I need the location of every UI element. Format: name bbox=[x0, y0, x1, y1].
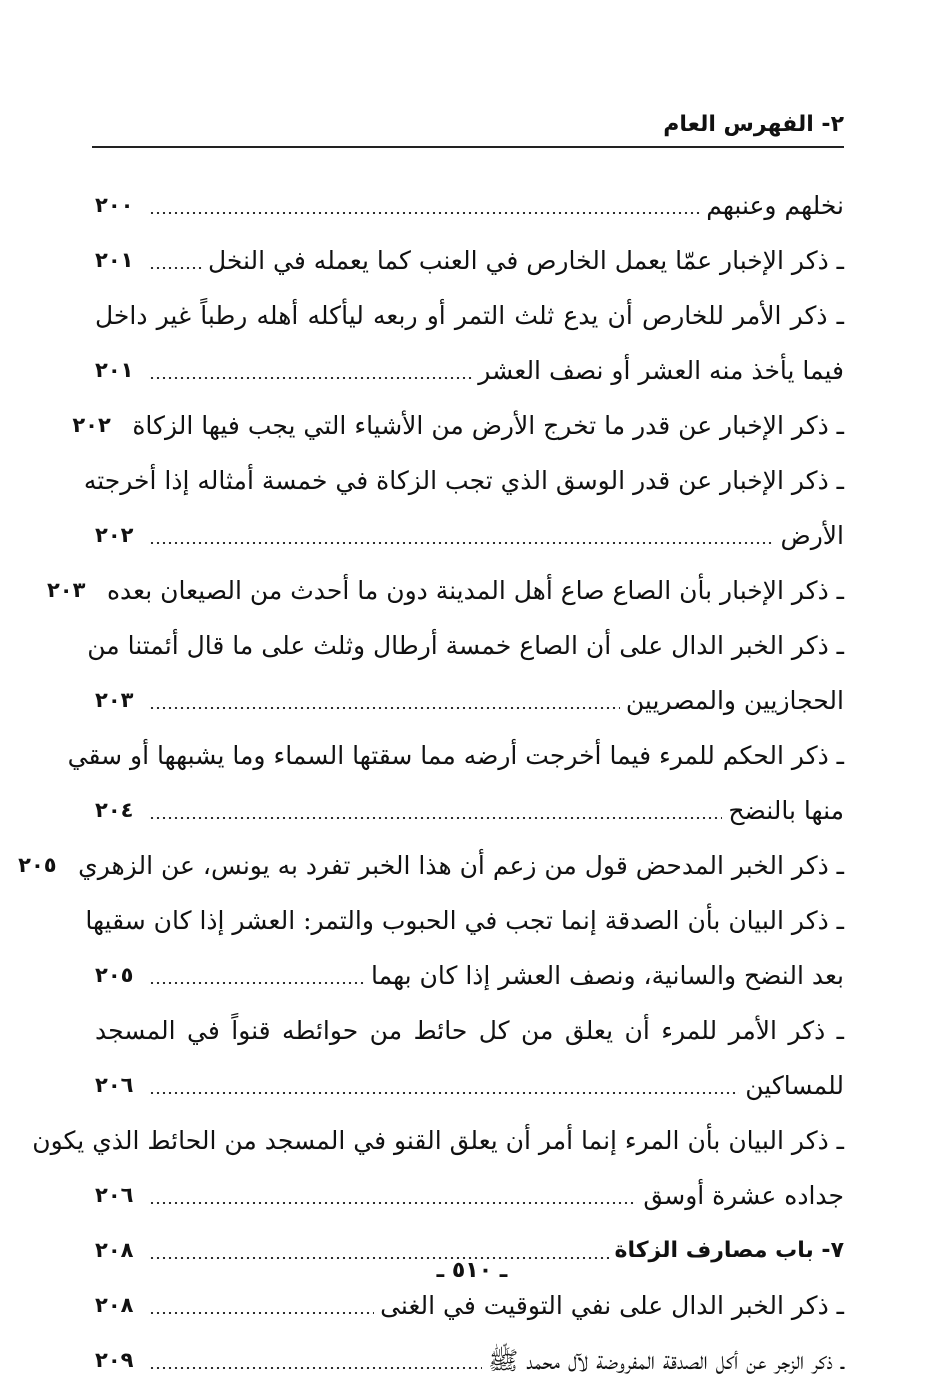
page-number: ـ ٥١٠ ـ bbox=[436, 1258, 508, 1283]
toc-entry bbox=[95, 1278, 844, 1333]
page-ref: ٢٠٤ bbox=[95, 798, 134, 822]
toc-entry bbox=[18, 838, 844, 893]
page-ref: ٢٠٩ bbox=[95, 1348, 134, 1372]
page-ref: ٢٠٢ bbox=[72, 413, 111, 437]
page-ref: ٢٠٦ bbox=[95, 1183, 134, 1207]
toc-line bbox=[87, 618, 844, 673]
toc-line bbox=[95, 1168, 844, 1223]
leader-dots bbox=[149, 212, 700, 214]
toc-line bbox=[95, 508, 844, 563]
leader-dots bbox=[149, 1092, 739, 1094]
entry-title: جداده عشرة أوسق bbox=[643, 1181, 844, 1210]
toc-entry bbox=[46, 563, 844, 618]
entry-title: ـ ذكر البيان بأن الصدقة إنما تجب في الحبوب والتمر: العشر إذا كان سقيها bbox=[85, 906, 844, 935]
toc-line bbox=[95, 783, 844, 838]
toc-line bbox=[18, 838, 844, 893]
entry-title: منها بالنضح bbox=[728, 796, 844, 825]
leader-dots bbox=[149, 377, 472, 379]
page-ref: ٢٠٢ bbox=[95, 523, 134, 547]
page-ref: ٢٠٦ bbox=[95, 1073, 134, 1097]
toc-line bbox=[95, 178, 844, 233]
entry-title: ٧- باب مصارف الزكاة bbox=[614, 1238, 844, 1263]
toc-entry bbox=[72, 398, 844, 453]
toc-line bbox=[95, 1333, 844, 1388]
entry-title: ـ ذكر الإخبار بأن الصاع صاع أهل المدينة دون ما أحدث من الصيعان بعده bbox=[106, 576, 844, 605]
toc-line bbox=[95, 343, 844, 398]
leader-dots bbox=[149, 707, 620, 709]
page-ref: ٢٠٣ bbox=[46, 578, 86, 602]
toc-line bbox=[32, 1113, 844, 1168]
toc-line bbox=[67, 728, 844, 783]
leader-dots bbox=[149, 1202, 637, 1204]
toc-entry bbox=[95, 1003, 844, 1113]
toc-line bbox=[95, 288, 844, 343]
toc-line bbox=[83, 453, 844, 508]
page-ref: ٢٠١ bbox=[95, 248, 134, 272]
entry-title: الحجازيين والمصريين bbox=[625, 686, 844, 715]
table-of-contents bbox=[18, 178, 844, 1388]
toc-line bbox=[95, 1058, 844, 1113]
page-ref: ٢٠٠ bbox=[95, 193, 134, 217]
entry-title: ـ ذكر الإخبار عمّا يعمل الخارص في العنب كما يعمله في النخل bbox=[207, 246, 844, 275]
leader-dots bbox=[149, 542, 774, 544]
page-ref: ٢٠١ bbox=[95, 358, 134, 382]
toc-line bbox=[95, 948, 844, 1003]
toc-entry bbox=[85, 893, 844, 1003]
header-rule bbox=[92, 146, 844, 148]
entry-title: ـ ذكر الإخبار عن قدر الوسق الذي تجب الزكاة في خمسة أمثاله إذا أخرجته bbox=[83, 466, 844, 495]
entry-title: ـ ذكر الحكم للمرء فيما أخرجت أرضه مما سقتها السماء وما يشبهها أو سقي bbox=[67, 741, 844, 770]
toc-entry bbox=[95, 288, 844, 398]
leader-dots bbox=[149, 1367, 482, 1369]
page-ref: ٢٠٨ bbox=[95, 1293, 134, 1317]
entry-title: الأرض bbox=[780, 521, 844, 550]
page-ref: ٢٠٣ bbox=[95, 688, 134, 712]
entry-title: نخلهم وعنبهم bbox=[706, 191, 844, 220]
toc-entry bbox=[83, 453, 844, 563]
entry-title: فيما يأخذ منه العشر أو نصف العشر bbox=[478, 356, 844, 385]
entry-title: ـ ذكر الخبر المدحض قول من زعم أن هذا الخبر تفرد به يونس، عن الزهري bbox=[78, 851, 844, 880]
leader-dots bbox=[149, 817, 722, 819]
toc-line bbox=[85, 893, 844, 948]
page-ref: ٢٠٨ bbox=[95, 1238, 134, 1262]
entry-title: ـ ذكر الإخبار عن قدر ما تخرج الأرض من الأشياء التي يجب فيها الزكاة bbox=[132, 411, 844, 440]
entry-title: ـ ذكر الخبر الدال على نفي التوقيت في الغنى bbox=[380, 1291, 844, 1320]
toc-entry bbox=[87, 618, 844, 728]
toc-entry bbox=[32, 1113, 844, 1223]
entry-title: ـ ذكر البيان بأن المرء إنما أمر أن يعلق القنو في المسجد من الحائط الذي يكون bbox=[32, 1126, 844, 1155]
toc-entry bbox=[95, 1333, 844, 1388]
leader-dots bbox=[149, 982, 365, 984]
leader-dots bbox=[149, 1312, 374, 1314]
entry-title: ـ ذكر الأمر للمرء أن يعلق من كل حائط من حوائطه قنواً في المسجد bbox=[95, 1016, 844, 1045]
leader-dots bbox=[149, 267, 202, 269]
entry-title: ـ ذكر الزجر عن أكل الصدقة المفروضة لآل محمد ﷺ bbox=[488, 1346, 844, 1375]
page-ref: ٢٠٥ bbox=[95, 963, 134, 987]
running-header: ٢- الفهرس العام bbox=[663, 112, 844, 137]
toc-entry bbox=[95, 178, 844, 233]
toc-entry bbox=[67, 728, 844, 838]
entry-title: ـ ذكر الأمر للخارص أن يدع ثلث التمر أو ربعه ليأكله أهله رطباً غير داخل bbox=[95, 301, 844, 330]
toc-line bbox=[95, 1278, 844, 1333]
entry-title: ـ ذكر الخبر الدال على أن الصاع خمسة أرطال وثلث على ما قال أئمتنا من bbox=[87, 631, 844, 660]
toc-entry bbox=[95, 233, 844, 288]
toc-line bbox=[95, 1003, 844, 1058]
entry-title: للمساكين bbox=[745, 1071, 844, 1100]
toc-line bbox=[46, 563, 844, 618]
entry-title: بعد النضح والسانية، ونصف العشر إذا كان بهما bbox=[371, 961, 844, 990]
page-ref: ٢٠٥ bbox=[18, 853, 57, 877]
toc-line bbox=[95, 233, 844, 288]
toc-line bbox=[72, 398, 844, 453]
toc-line bbox=[95, 673, 844, 728]
